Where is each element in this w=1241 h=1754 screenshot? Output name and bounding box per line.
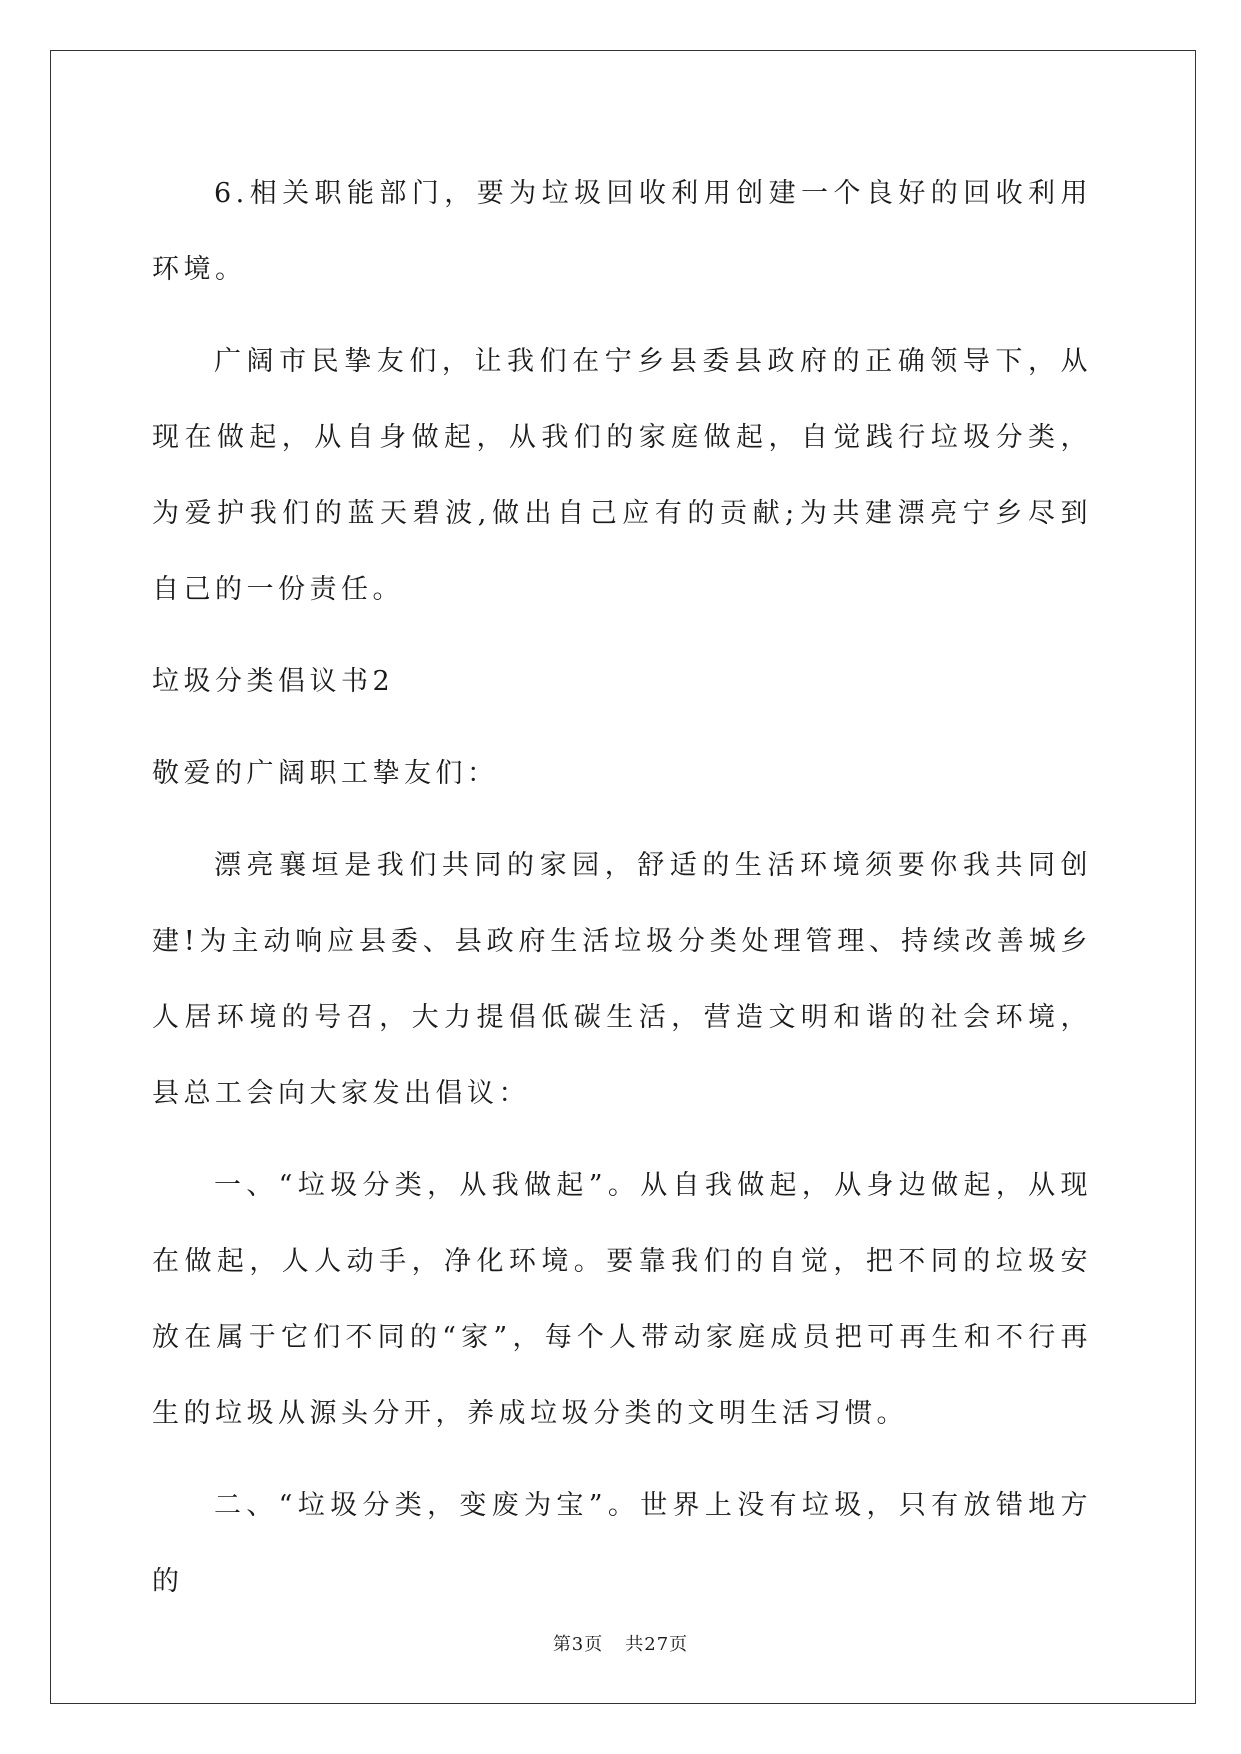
page-number: 第3页 xyxy=(552,1634,604,1655)
paragraph-intro: 漂亮襄垣是我们共同的家园，舒适的生活环境须要你我共同创建!为主动响应县委、县政府生活垃圾分类处理管理、持续改善城乡人居环境的号召，大力提倡低碳生活，营造文明和谐的社会环境，县总工会向大家发出倡议： xyxy=(152,850,1092,1109)
page-total: 共27页 xyxy=(625,1634,689,1655)
paragraph-point-two: 二、“垃圾分类，变废为宝”。世界上没有垃圾，只有放错地方的 xyxy=(152,1490,1092,1597)
page-footer xyxy=(0,1630,1241,1656)
section-heading: 垃圾分类倡议书2 xyxy=(152,666,395,697)
salutation: 敬爱的广阔职工挚友们： xyxy=(152,758,499,789)
document-body xyxy=(152,156,1092,1636)
paragraph-item-6: 6.相关职能部门，要为垃圾回收利用创建一个良好的回收利用环境。 xyxy=(152,178,1092,285)
paragraph-point-one: 一、“垃圾分类，从我做起”。从自我做起，从身边做起，从现在做起，人人动手，净化环境。要靠我们的自觉，把不同的垃圾安放在属于它们不同的“家”，每个人带动家庭成员把可再生和不行再生的垃圾从源头分开，养成垃圾分类的文明生活习惯。 xyxy=(152,1170,1092,1429)
paragraph-call-to-citizens: 广阔市民挚友们，让我们在宁乡县委县政府的正确领导下，从现在做起，从自身做起，从我们的家庭做起，自觉践行垃圾分类，为爱护我们的蓝天碧波,做出自己应有的贡献;为共建漂亮宁乡尽到自己的一份责任。 xyxy=(152,346,1092,605)
